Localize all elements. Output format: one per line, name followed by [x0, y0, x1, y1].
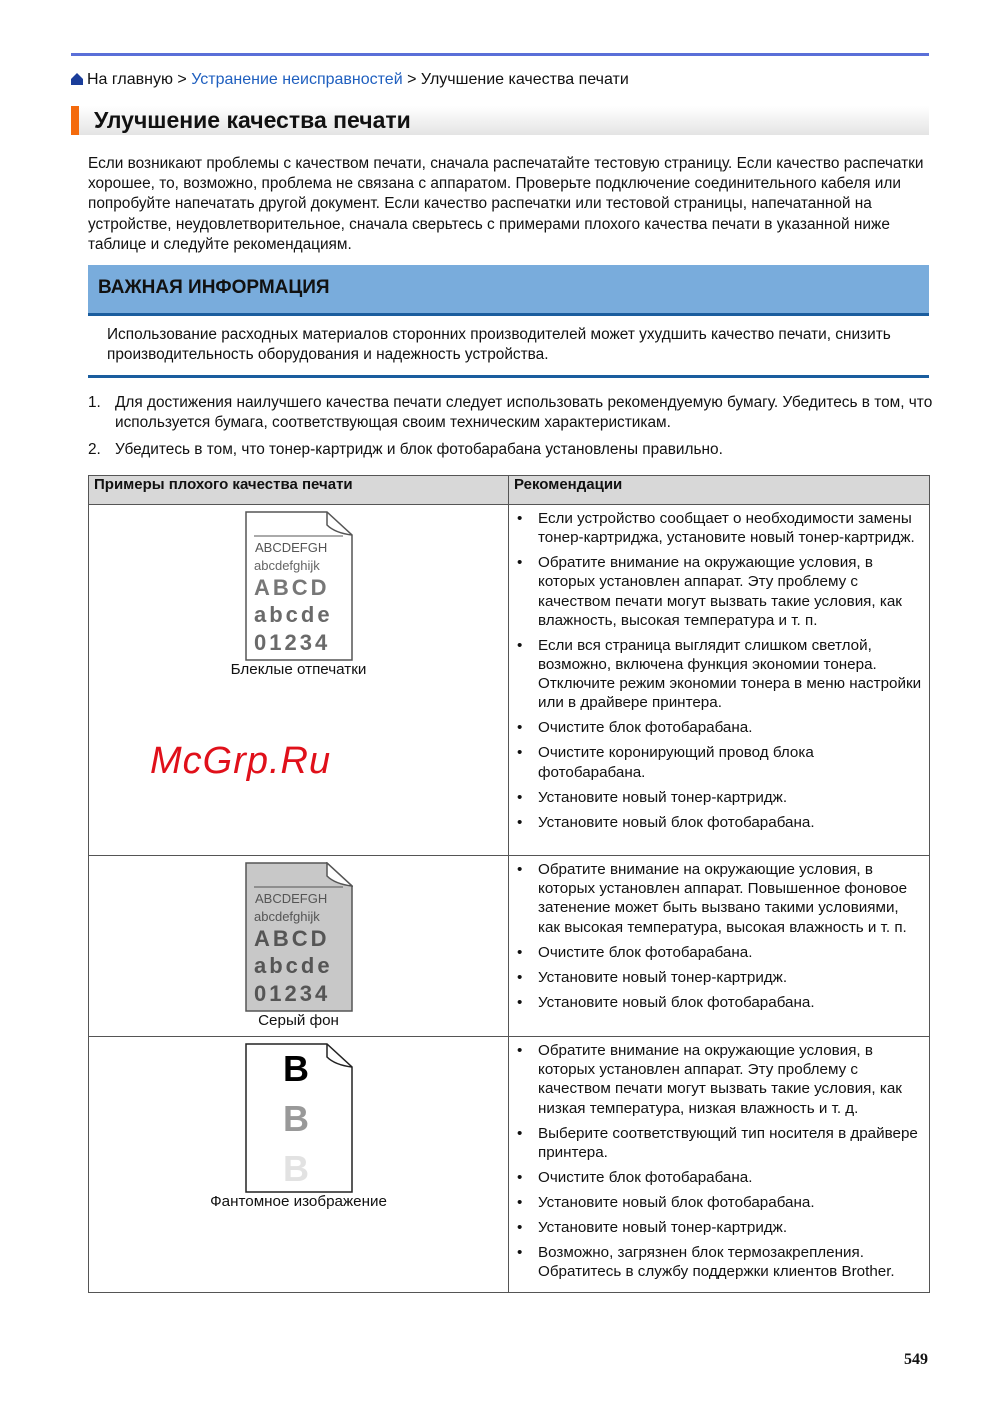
bullet: • — [517, 554, 523, 572]
bullet-item — [513, 1168, 923, 1187]
bullet-item — [513, 1218, 923, 1237]
bullet-text: Установите новый блок фотобарабана. — [538, 1193, 815, 1211]
bullet: • — [517, 1193, 523, 1211]
list-item — [88, 440, 933, 460]
example-caption: Фантомное изображение — [210, 1193, 387, 1210]
bullet: • — [517, 1124, 523, 1142]
list-text: Убедитесь в том, что тонер-картридж и блок фотобарабана установлены правильно. — [115, 441, 723, 459]
bullet-text: Очистите блок фотобарабана. — [538, 943, 753, 961]
bullet: • — [517, 1218, 523, 1236]
watermark: McGrp.Ru — [150, 740, 332, 782]
table-row — [89, 856, 930, 1037]
home-icon — [71, 73, 83, 85]
bullet-item — [513, 860, 923, 937]
bullet-item — [513, 718, 923, 737]
sample-line: ABCD — [253, 575, 330, 600]
breadcrumb — [71, 71, 629, 89]
bullet: • — [517, 788, 523, 806]
bullet-text: Обратите внимание на окружающие условия, в которых установлен аппарат. Эту проблему с качеством печати могут вызвать такие условия, как влажность, высокая температура и т. п. — [538, 554, 902, 629]
bullet-text: Установите новый тонер-картридж. — [538, 968, 788, 986]
bullet: • — [517, 744, 523, 762]
table-row — [89, 1037, 930, 1293]
sample-line: B — [282, 1148, 309, 1189]
bullet-item — [513, 743, 923, 781]
bullet: • — [517, 1243, 523, 1261]
bullet-item — [513, 968, 923, 987]
sample-line: 01234 — [253, 981, 330, 1006]
bullet-item — [513, 788, 923, 807]
bullet-text: Установите новый тонер-картридж. — [538, 1218, 788, 1236]
list-number: 1. — [88, 394, 101, 411]
example-caption: Серый фон — [258, 1012, 339, 1029]
bullet-item — [513, 993, 923, 1012]
bullet-item — [513, 1243, 923, 1281]
header-examples: Примеры плохого качества печати — [89, 476, 509, 505]
important-heading: ВАЖНАЯ ИНФОРМАЦИЯ — [98, 277, 330, 298]
bullet-item — [513, 509, 923, 547]
bullet-item — [513, 943, 923, 962]
page-title: Улучшение качества печати — [94, 107, 411, 133]
important-text: Использование расходных материалов сторонних производителей может ухудшить качество печати, снизить производительность оборудования и надежность устройства. — [107, 326, 891, 364]
bullet: • — [517, 943, 523, 961]
bullet: • — [517, 636, 523, 654]
sample-line: abcdefghijk — [253, 558, 320, 573]
page-number: 549 — [904, 1351, 928, 1368]
intro-paragraph: Если возникают проблемы с качеством печати, сначала распечатайте тестовую страницу. Если качество распечатки хорошее, то, возможно, проблема не связана с аппаратом. Проверьте подключение соединительного кабеля или попробуйте напечатать другой документ. Если качество распечатки или тестовой страницы, напечатанной на устройстве, неудовлетворительное, сначала сверьтесь с примерами плохого качества печати в указанной ниже таблице и следуйте рекомендациям. — [88, 155, 924, 253]
breadcrumb-home[interactable]: На главную — [87, 71, 173, 88]
bullet-item — [513, 813, 923, 832]
bullet-text: Обратите внимание на окружающие условия, в которых установлен аппарат. Эту проблему с качеством печати могут вызвать такие условия, как низкая температура, низкая влажность и т. д. — [538, 1042, 902, 1117]
bullet: • — [517, 1168, 523, 1186]
sample-line: B — [282, 1048, 309, 1089]
bullet-item — [513, 1041, 923, 1118]
sample-line: abcde — [253, 953, 333, 978]
bullet-text: Очистите коронирующий провод блока фотобарабана. — [538, 744, 814, 781]
example-cell — [89, 856, 509, 1037]
breadcrumb-link-troubleshooting[interactable]: Устранение неисправностей — [191, 71, 403, 88]
bullet-text: Возможно, загрязнен блок термозакрепления. Обратитесь в службу поддержки клиентов Brother. — [538, 1243, 895, 1281]
table-header-row — [89, 476, 930, 505]
recommendation-cell — [509, 505, 930, 856]
gray-background-illustration — [245, 862, 353, 1012]
recommendation-cell — [509, 1037, 930, 1293]
breadcrumb-current: Улучшение качества печати — [420, 71, 629, 88]
bullet: • — [517, 813, 523, 831]
bullet: • — [517, 510, 523, 527]
bullet: • — [517, 861, 523, 878]
bullet-text: Установите новый блок фотобарабана. — [538, 813, 815, 831]
important-rule — [88, 375, 929, 378]
breadcrumb-separator: > — [407, 71, 417, 88]
table-row — [89, 505, 930, 856]
sample-line: ABCD — [253, 926, 330, 951]
bullet-text: Очистите блок фотобарабана. — [538, 1168, 753, 1186]
title-accent — [71, 106, 79, 135]
recommendation-cell — [509, 856, 930, 1037]
bullet: • — [517, 968, 523, 986]
bullet: • — [517, 1042, 523, 1059]
list-item — [88, 393, 933, 433]
title-bar — [71, 106, 929, 135]
important-heading-box — [88, 265, 929, 316]
bullet-text: Выберите соответствующий тип носителя в драйвере принтера. — [538, 1124, 918, 1161]
faded-print-illustration — [245, 511, 353, 661]
bullet-text: Если устройство сообщает о необходимости замены тонер-картриджа, установите новый тонер-картридж. — [538, 510, 915, 547]
header-recommendations: Рекомендации — [509, 476, 930, 505]
bullet-text: Установите новый блок фотобарабана. — [538, 993, 815, 1011]
steps-list — [88, 393, 933, 468]
bullet-text: Обратите внимание на окружающие условия, в которых установлен аппарат. Повышенное фоновое затенение может быть вызвано такими условиями, как высокая температура, высокая влажность и т. п. — [538, 861, 908, 936]
top-rule — [71, 53, 929, 56]
bullet-text: Очистите блок фотобарабана. — [538, 719, 753, 737]
sample-line: 01234 — [253, 630, 330, 655]
bullet-text: Установите новый тонер-картридж. — [538, 788, 788, 806]
example-cell — [89, 1037, 509, 1293]
sample-line: B — [282, 1098, 309, 1139]
breadcrumb-separator: > — [177, 71, 187, 88]
bullet-text: Если вся страница выглядит слишком светлой, возможно, включена функция экономии тонера. Отключите режим экономии тонера в меню настройки или в драйвере принтера. — [538, 636, 922, 712]
bullet-item — [513, 553, 923, 630]
example-caption: Блеклые отпечатки — [230, 661, 367, 678]
sample-line: abcde — [253, 602, 333, 627]
sample-line: ABCDEFGH — [254, 540, 327, 555]
ghost-image-illustration — [245, 1043, 353, 1193]
example-cell — [89, 505, 509, 856]
sample-line: abcdefghijk — [253, 909, 320, 924]
bullet: • — [517, 993, 523, 1011]
bullet: • — [517, 719, 523, 737]
quality-table — [88, 475, 930, 1293]
bullet-item — [513, 1193, 923, 1212]
list-text: Для достижения наилучшего качества печати следует использовать рекомендуемую бумагу. Убедитесь в том, что используется бумага, соответствующая своим техническим характеристикам. — [115, 394, 933, 432]
bullet-item — [513, 1124, 923, 1162]
list-number: 2. — [88, 441, 101, 459]
sample-line: ABCDEFGH — [254, 891, 327, 906]
bullet-item — [513, 636, 923, 713]
